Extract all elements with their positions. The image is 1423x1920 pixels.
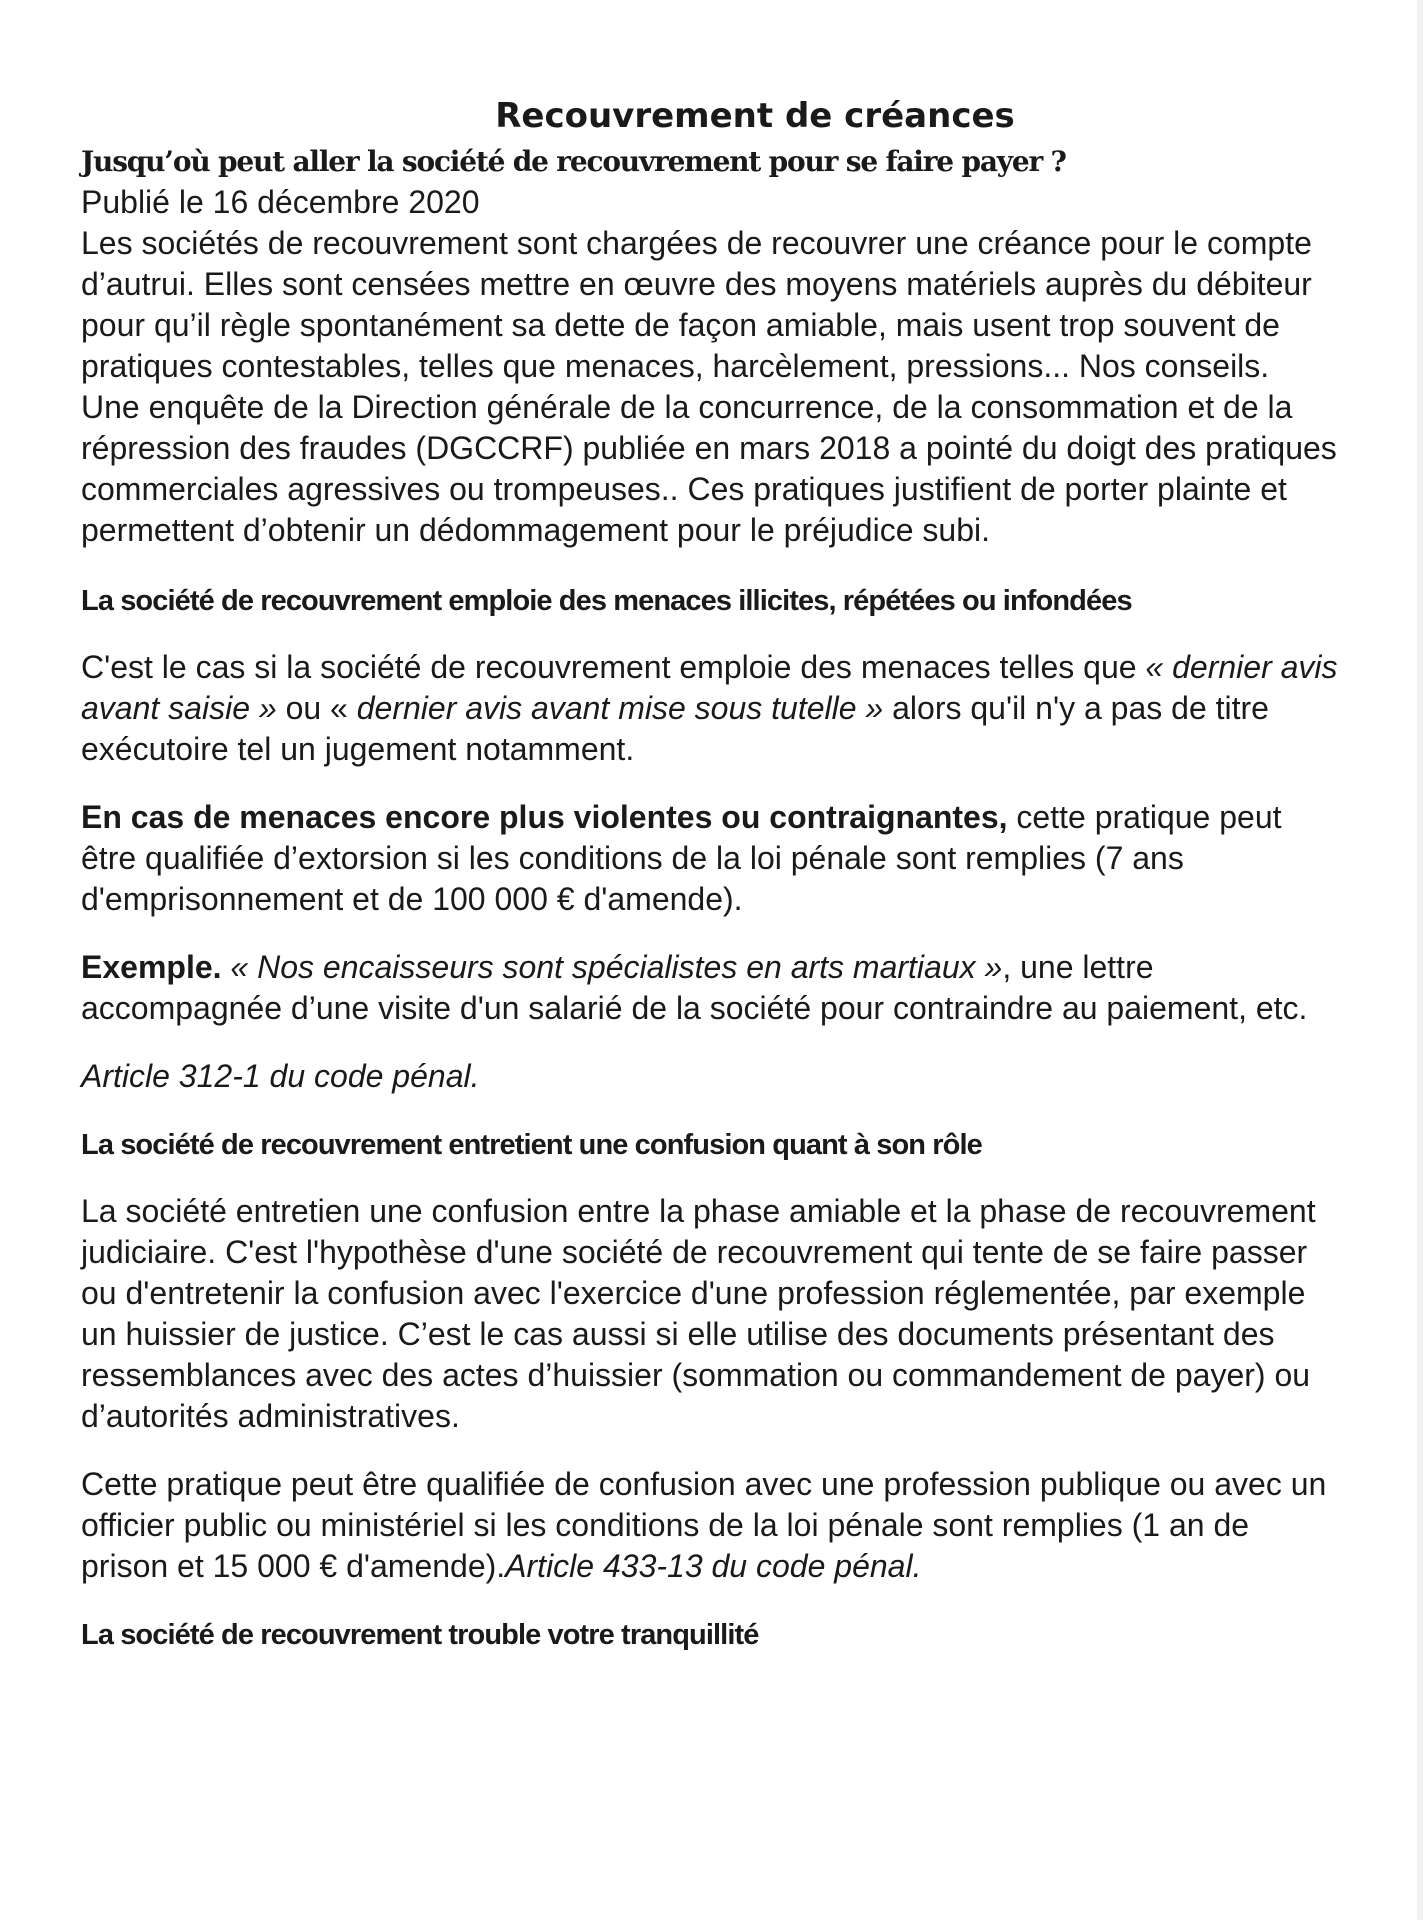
document-subtitle: Jusqu’où peut aller la société de recouvrement pour se faire payer ? bbox=[81, 145, 1066, 178]
extortion-lead: En cas de menaces encore plus violentes ou contraignantes, bbox=[81, 799, 1008, 835]
extortion-paragraph bbox=[81, 797, 1341, 920]
article-312-text: Article 312-1 du code pénal. bbox=[81, 1058, 480, 1094]
confusion-paragraph-2 bbox=[81, 1464, 1341, 1587]
article-reference-312 bbox=[81, 1056, 1341, 1097]
threats-text-a: C'est le cas si la société de recouvrement emploie des menaces telles que bbox=[81, 649, 1146, 685]
section-heading-confusion: La société de recouvrement entretient une confusion quant à son rôle bbox=[81, 1129, 982, 1161]
example-label: Exemple. bbox=[81, 949, 222, 985]
article-433-text: Article 433-13 du code pénal. bbox=[505, 1548, 922, 1584]
example-paragraph bbox=[81, 947, 1341, 1029]
section-heading-threats: La société de recouvrement emploie des menaces illicites, répétées ou infondées bbox=[81, 585, 1132, 617]
publication-date: Publié le 16 décembre 2020 bbox=[81, 184, 480, 220]
intro-paragraph-2: Une enquête de la Direction générale de la concurrence, de la consommation et de la répression des fraudes (DGCCRF) publiée en mars 2018 a pointé du doigt des pratiques commerciales agressives ou trompeuses.. Ces pratiques justifient de porter plainte et permettent d’obtenir un dédommagement pour le préjudice subi. bbox=[81, 389, 1337, 548]
threats-text-b: ou « bbox=[276, 690, 357, 726]
confusion-penalty-text: Cette pratique peut être qualifiée de confusion avec une profession publique ou avec un officier public ou ministériel si les conditions de la loi pénale sont remplies (1 an de prison et 15 000 € d'amende). bbox=[81, 1466, 1327, 1584]
confusion-paragraph-1: La société entretien une confusion entre la phase amiable et la phase de recouvrement judiciaire. C'est l'hypothèse d'une société de recouvrement qui tente de se faire passer ou d'entretenir la confusion avec l'exercice d'une profession réglementée, par exemple un huissier de justice. C’est le cas aussi si elle utilise des documents présentant des ressemblances avec des actes d’huissier (sommation ou commandement de payer) ou d’autorités administratives. bbox=[81, 1193, 1316, 1434]
intro-paragraph-1: Les sociétés de recouvrement sont chargées de recouvrer une créance pour le compte d’autrui. Elles sont censées mettre en œuvre des moyens matériels auprès du débiteur pour qu’il règle spontanément sa dette de façon amiable, mais usent trop souvent de pratiques contestables, telles que menaces, harcèlement, pressions... Nos conseils. bbox=[81, 225, 1312, 384]
document-content bbox=[81, 90, 1341, 1655]
extortion-text: cette pratique peut être qualifiée d’extorsion si les conditions de la loi pénale sont remplies (7 ans d'emprisonnement et de 100 000 € d'amende). bbox=[81, 799, 1282, 917]
example-text: , une lettre accompagnée d’une visite d'un salarié de la société pour contraindre au paiement, etc. bbox=[81, 949, 1308, 1026]
threats-quote-guardianship: dernier avis avant mise sous tutelle » bbox=[356, 690, 884, 726]
example-quote: « Nos encaisseurs sont spécialistes en arts martiaux » bbox=[221, 949, 1003, 985]
threats-paragraph bbox=[81, 647, 1341, 770]
page-edge bbox=[1417, 0, 1423, 1920]
threats-quote-seizure: « dernier avis avant saisie » bbox=[81, 649, 1338, 726]
document-title: Recouvrement de créances bbox=[495, 96, 1015, 136]
section-heading-tranquility: La société de recouvrement trouble votre tranquillité bbox=[81, 1619, 759, 1651]
threats-text-c: alors qu'il n'y a pas de titre exécutoire tel un jugement notamment. bbox=[81, 690, 1269, 767]
